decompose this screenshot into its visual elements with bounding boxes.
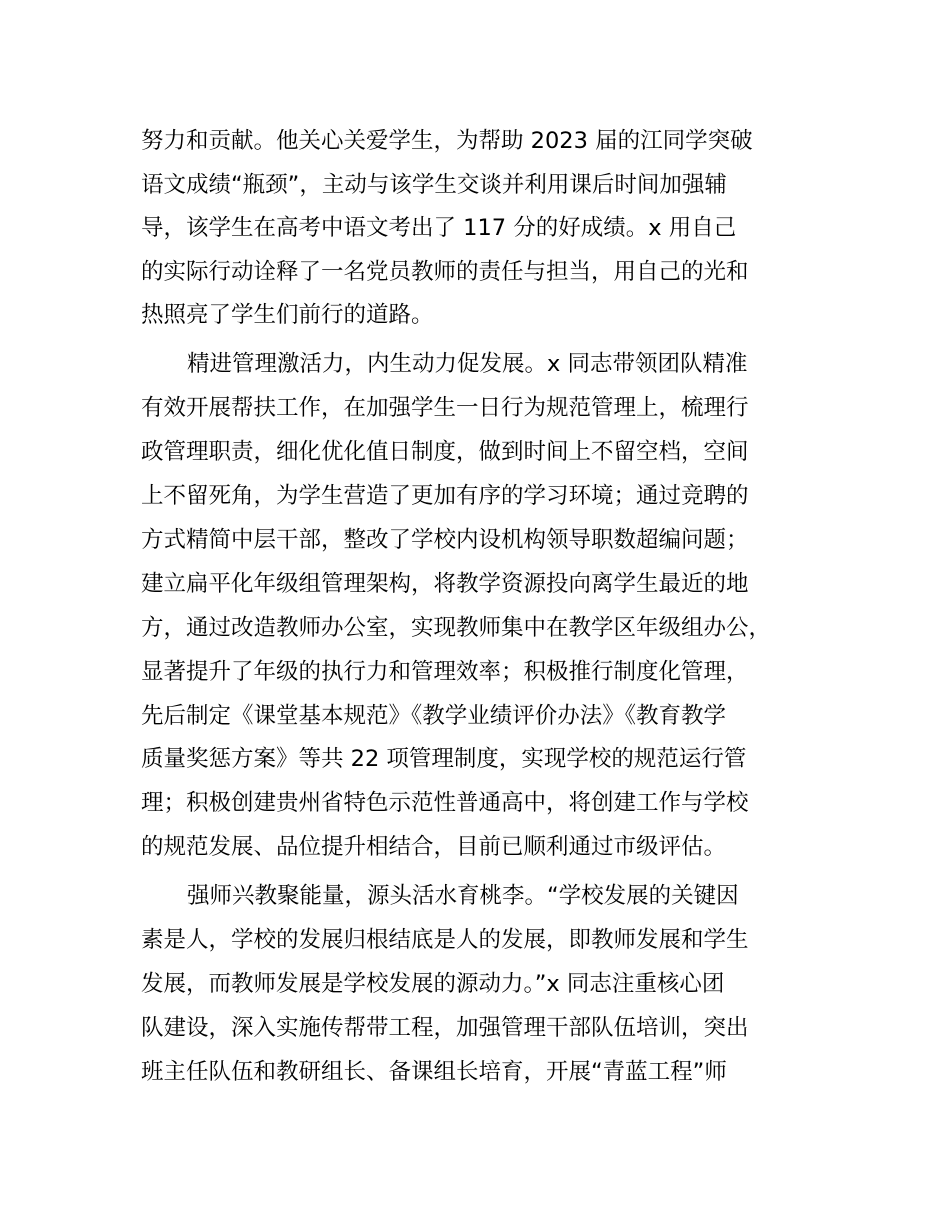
body-text-line: 的实际行动诠释了一名党员教师的责任与担当，用自己的光和	[141, 259, 749, 285]
body-text-line: 政管理职责，细化优化值日制度，做到时间上不留空档，空间	[141, 439, 749, 465]
body-text-line: 的规范发展、品位提升相结合，目前已顺利通过市级评估。	[141, 834, 727, 860]
body-text-line: 建立扁平化年级组管理架构，将教学资源投向离学生最近的地	[141, 571, 749, 597]
body-text-line: 素是人，学校的发展归根结底是人的发展，即教师发展和学生	[141, 927, 749, 953]
body-text-line: 质量奖惩方案》等共 22 项管理制度，实现学校的规范运行管	[141, 746, 747, 772]
body-text-line: 热照亮了学生们前行的道路。	[141, 302, 434, 328]
body-text-line: 理；积极创建贵州省特色示范性普通高中，将创建工作与学校	[141, 790, 749, 816]
body-text-line: 上不留死角，为学生营造了更加有序的学习环境；通过竞聘的	[141, 483, 749, 509]
body-text-line: 班主任队伍和教研组长、备课组长培育，开展“青蓝工程”师	[141, 1059, 727, 1085]
body-text-line: 导，该学生在高考中语文考出了 117 分的好成绩。x 用自己	[141, 215, 737, 241]
body-text-line: 方，通过改造教师办公室，实现教师集中在教学区年级组办公，	[141, 615, 772, 641]
body-text-line: 精进管理激活力，内生动力促发展。x 同志带领团队精准	[187, 351, 748, 377]
body-text-line: 先后制定《课堂基本规范》《教学业绩评价办法》《教育教学	[141, 703, 727, 729]
body-text-line: 显著提升了年级的执行力和管理效率；积极推行制度化管理，	[141, 659, 749, 685]
body-text-line: 队建设，深入实施传帮带工程，加强管理干部队伍培训，突出	[141, 1015, 749, 1041]
body-text-line: 发展，而教师发展是学校发展的源动力。”x 同志注重核心团	[141, 971, 725, 997]
body-text-line: 强师兴教聚能量，源头活水育桃李。“学校发展的关键因	[187, 883, 739, 909]
body-text-line: 努力和贡献。他关心关爱学生，为帮助 2023 届的江同学突破	[141, 128, 753, 154]
body-text-line: 语文成绩“瓶颈”，主动与该学生交谈并利用课后时间加强辅	[141, 172, 727, 198]
body-text-line: 有效开展帮扶工作，在加强学生一日行为规范管理上，梳理行	[141, 395, 749, 421]
body-text-line: 方式精简中层干部，整改了学校内设机构领导职数超编问题；	[141, 527, 749, 553]
